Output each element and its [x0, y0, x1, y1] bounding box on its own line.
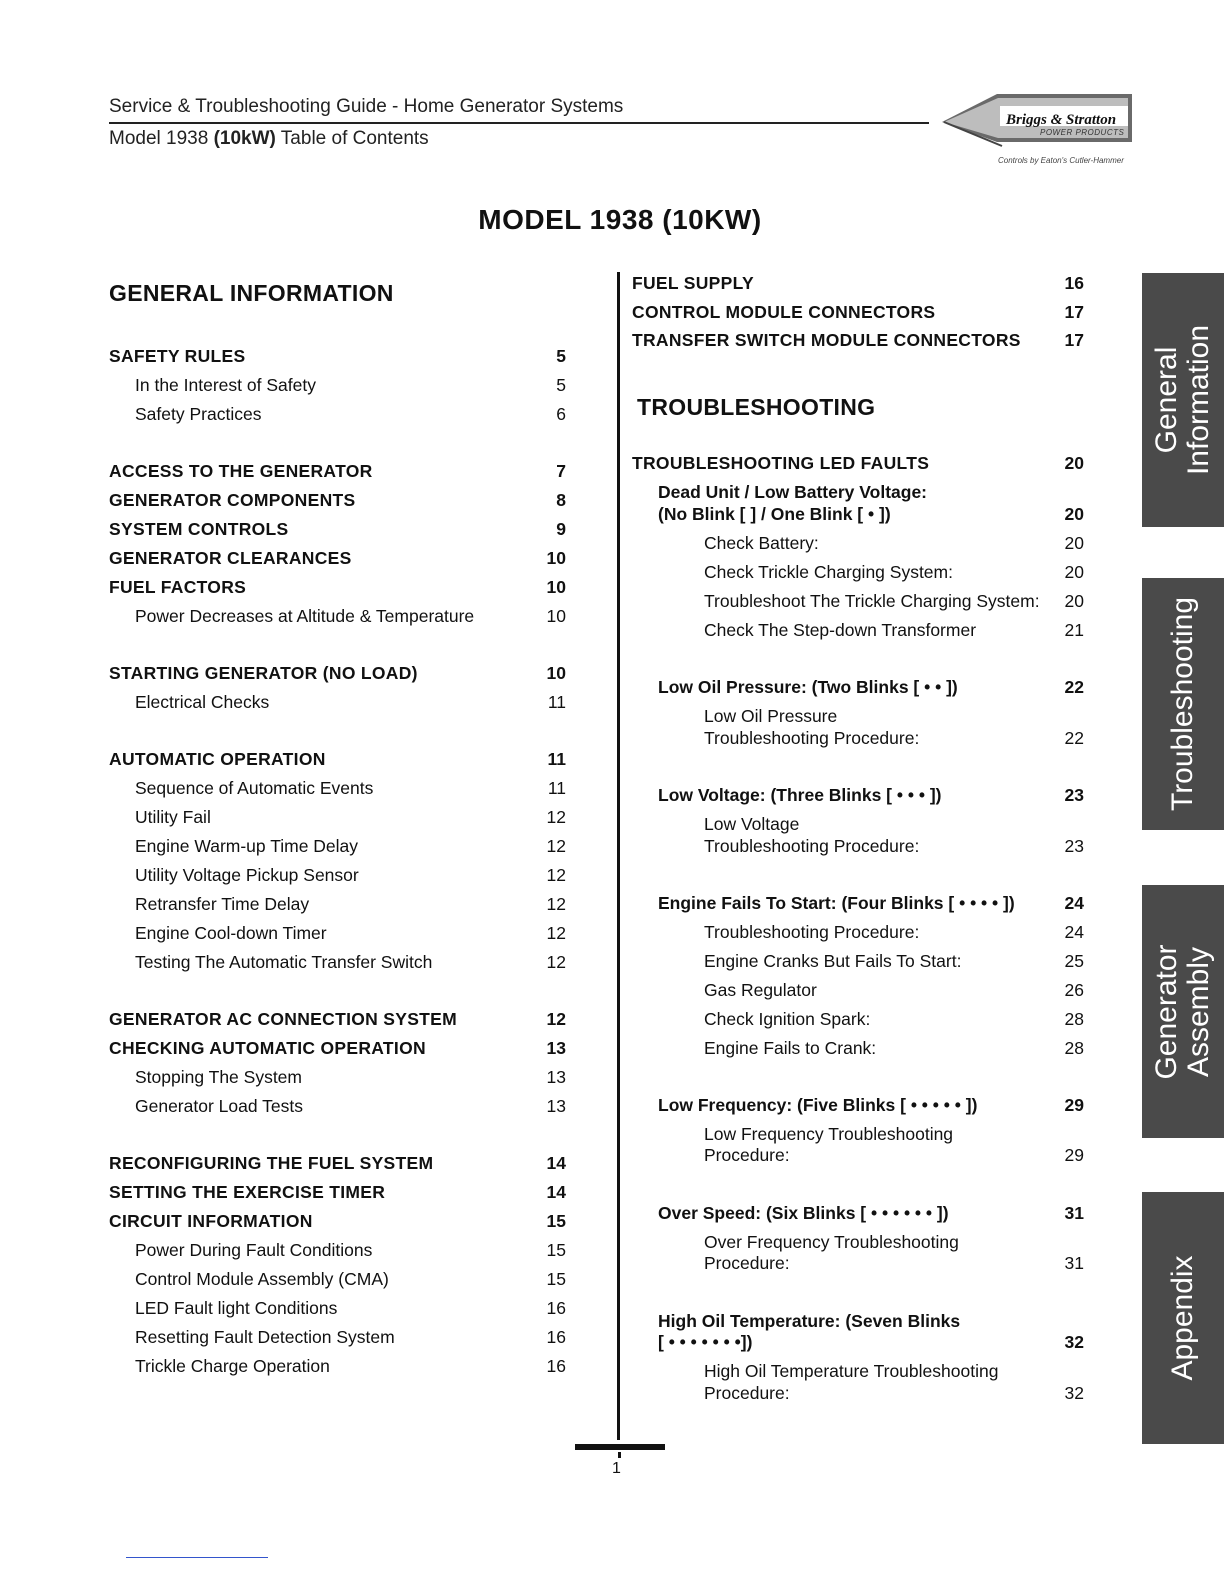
toc-entry[interactable]: Troubleshoot The Trickle Charging System: [704, 591, 1040, 611]
toc-page-number: 6 [556, 404, 566, 424]
toc-entry[interactable]: Check The Step-down Transformer [704, 620, 977, 640]
toc-page-number: 8 [556, 490, 566, 510]
tab-troubleshooting[interactable] [1142, 578, 1224, 830]
toc-entry[interactable]: Safety Practices [135, 404, 262, 424]
toc-page-number: 5 [556, 375, 566, 395]
toc-page-number: 13 [546, 1038, 566, 1058]
toc-entry[interactable]: Electrical Checks [135, 692, 270, 712]
toc-page-number: 20 [1064, 453, 1084, 473]
toc-page-number: 12 [546, 1009, 566, 1029]
toc-page-number: 11 [547, 778, 566, 798]
toc-page-number: 31 [1064, 1253, 1084, 1273]
tab-appendix[interactable] [1142, 1192, 1224, 1444]
toc-entry[interactable]: Low Frequency Troubleshooting [704, 1124, 954, 1144]
toc-page-number: 12 [546, 923, 566, 943]
toc-entry[interactable]: STARTING GENERATOR (NO LOAD) [109, 663, 418, 683]
toc-entry[interactable]: Low Frequency: (Five Blinks [ • • • • • ]) [658, 1095, 978, 1115]
tab-label: Troubleshooting [1166, 596, 1199, 812]
toc-entry[interactable]: Procedure: [704, 1383, 790, 1403]
toc-page-number: 24 [1064, 893, 1084, 913]
toc-entry[interactable]: Power During Fault Conditions [135, 1240, 373, 1260]
toc-entry[interactable]: CIRCUIT INFORMATION [109, 1211, 313, 1231]
toc-entry[interactable]: GENERATOR COMPONENTS [109, 490, 356, 510]
toc-entry[interactable]: Low Voltage: (Three Blinks [ • • • ]) [658, 785, 942, 805]
page-title: MODEL 1938 (10KW) [478, 204, 762, 235]
toc-entry[interactable]: Dead Unit / Low Battery Voltage: [658, 482, 928, 502]
toc-page-number: 21 [1064, 620, 1084, 640]
toc-entry[interactable]: Engine Warm-up Time Delay [135, 836, 359, 856]
toc-page-number: 22 [1064, 677, 1084, 697]
header-power: (10kW) [213, 128, 276, 149]
toc-page-number: 20 [1064, 562, 1084, 582]
footer-tick [618, 1452, 621, 1458]
toc-page-number: 9 [556, 519, 566, 539]
toc-page-number: 28 [1064, 1009, 1084, 1029]
toc-page-number: 11 [547, 692, 566, 712]
toc-page-number: 13 [546, 1096, 566, 1116]
toc-entry[interactable]: Engine Fails to Crank: [704, 1038, 877, 1058]
brand-logo-tagline: POWER PRODUCTS [1040, 128, 1125, 137]
toc-page-number: 16 [1064, 273, 1084, 293]
toc-page-number: 17 [1064, 330, 1084, 350]
toc-entry[interactable]: Troubleshooting Procedure: [704, 728, 920, 748]
toc-page-number: 10 [546, 663, 566, 683]
toc-page-number: 15 [546, 1269, 566, 1289]
toc-entry[interactable]: Procedure: [704, 1253, 790, 1273]
toc-entry[interactable]: AUTOMATIC OPERATION [109, 749, 326, 769]
toc-entry[interactable]: In the Interest of Safety [135, 375, 316, 395]
header-toc: Table of Contents [275, 128, 429, 149]
brand-logo-credit: Controls by Eaton's Cutler-Hammer [998, 156, 1124, 165]
toc-page-number: 7 [556, 461, 566, 481]
header-rule [109, 122, 929, 124]
brand-logo-name: Briggs & Stratton [1006, 112, 1117, 128]
toc-entry[interactable]: TRANSFER SWITCH MODULE CONNECTORS [632, 330, 1021, 350]
toc-page-number: 15 [546, 1240, 566, 1260]
toc-page-number: 24 [1064, 922, 1084, 942]
toc-entry[interactable]: (No Blink [ ] / One Blink [ • ]) [658, 504, 891, 524]
tab-label: General Information [1150, 324, 1215, 476]
column-divider [617, 272, 620, 1440]
toc-page-number: 5 [556, 346, 566, 366]
toc-entry[interactable]: Stopping The System [135, 1067, 302, 1087]
toc-entry[interactable]: LED Fault light Conditions [135, 1298, 338, 1318]
toc-entry[interactable]: Check Battery: [704, 533, 819, 553]
toc-entry[interactable]: Check Ignition Spark: [704, 1009, 871, 1029]
toc-page-number: 26 [1064, 980, 1084, 1000]
toc-page-number: 10 [546, 606, 566, 626]
toc-page-number: 12 [546, 865, 566, 885]
toc-page-number: 23 [1064, 785, 1084, 805]
toc-page-number: 20 [1064, 504, 1084, 524]
toc-page-number: 16 [546, 1327, 566, 1347]
toc-page-number: 22 [1064, 728, 1084, 748]
toc-page-number: 16 [546, 1356, 566, 1376]
toc-page-number: 17 [1064, 302, 1084, 322]
toc-entry[interactable]: SETTING THE EXERCISE TIMER [109, 1182, 386, 1202]
toc-page-number: 14 [546, 1182, 566, 1202]
toc-entry[interactable]: Troubleshooting Procedure: [704, 922, 920, 942]
toc-page-number: 23 [1064, 836, 1084, 856]
toc-entry[interactable]: FUEL SUPPLY [632, 273, 754, 293]
toc-entry[interactable]: Power Decreases at Altitude & Temperature [135, 606, 475, 626]
toc-entry[interactable]: RECONFIGURING THE FUEL SYSTEM [109, 1153, 434, 1173]
tab-general-information[interactable] [1142, 273, 1224, 527]
toc-entry[interactable]: GENERATOR CLEARANCES [109, 548, 352, 568]
toc-entry[interactable]: Low Oil Pressure [704, 706, 838, 726]
toc-entry[interactable]: Trickle Charge Operation [135, 1356, 330, 1376]
toc-entry[interactable]: Engine Cranks But Fails To Start: [704, 951, 962, 971]
toc-page-number: 12 [546, 807, 566, 827]
toc-entry[interactable]: SYSTEM CONTROLS [109, 519, 289, 539]
toc-entry[interactable]: TROUBLESHOOTING LED FAULTS [632, 453, 930, 473]
toc-page-number: 20 [1064, 533, 1084, 553]
toc-page-number: 12 [546, 894, 566, 914]
page-number: 1 [612, 1460, 621, 1477]
toc-page-number: 11 [547, 749, 566, 769]
toc-page-number: 29 [1064, 1145, 1084, 1165]
toc-entry[interactable]: Testing The Automatic Transfer Switch [135, 952, 433, 972]
toc-entry[interactable]: CONTROL MODULE CONNECTORS [632, 302, 936, 322]
toc-page-number: 28 [1064, 1038, 1084, 1058]
toc-entry[interactable]: Retransfer Time Delay [135, 894, 310, 914]
toc-entry[interactable]: Low Oil Pressure: (Two Blinks [ • • ]) [658, 677, 958, 697]
toc-entry[interactable]: High Oil Temperature Troubleshooting [704, 1361, 999, 1381]
toc-entry[interactable]: SAFETY RULES [109, 346, 246, 366]
toc-page-number: 10 [546, 577, 566, 597]
toc-entry[interactable]: GENERATOR AC CONNECTION SYSTEM [109, 1009, 458, 1029]
toc-entry[interactable]: Utility Fail [135, 807, 211, 827]
toc-page-number: 12 [546, 952, 566, 972]
toc-entry[interactable]: Over Frequency Troubleshooting [704, 1232, 959, 1252]
toc-page-number: 13 [546, 1067, 566, 1087]
toc-entry[interactable]: Check Trickle Charging System: [704, 562, 953, 582]
tab-label: Generator Assembly [1150, 943, 1215, 1080]
toc-entry[interactable]: Over Speed: (Six Blinks [ • • • • • • ]) [658, 1203, 949, 1223]
toc-entry[interactable]: High Oil Temperature: (Seven Blinks [658, 1311, 961, 1331]
toc-page-number: 14 [546, 1153, 566, 1173]
footer-link-underline [126, 1557, 268, 1558]
toc-entry[interactable]: Gas Regulator [704, 980, 817, 1000]
toc-page-number: 20 [1064, 591, 1084, 611]
header-model: Model 1938 [109, 128, 214, 149]
toc-page-number: 16 [546, 1298, 566, 1318]
footer-bar [575, 1444, 665, 1450]
toc-page-number: 31 [1064, 1203, 1084, 1223]
toc-entry[interactable]: Control Module Assembly (CMA) [135, 1269, 389, 1289]
toc-entry[interactable]: Engine Cool-down Timer [135, 923, 327, 943]
toc-entry[interactable]: Generator Load Tests [135, 1096, 303, 1116]
toc-page-number: 32 [1064, 1383, 1084, 1403]
toc-entry[interactable]: FUEL FACTORS [109, 577, 247, 597]
section-heading-troubleshooting: TROUBLESHOOTING [637, 394, 876, 420]
toc-entry[interactable]: ACCESS TO THE GENERATOR [109, 461, 373, 481]
toc-entry[interactable]: Utility Voltage Pickup Sensor [135, 865, 359, 885]
toc-page-number: 29 [1064, 1095, 1084, 1115]
tab-generator-assembly[interactable] [1142, 885, 1224, 1138]
toc-entry[interactable]: Procedure: [704, 1145, 790, 1165]
toc-page-number: 32 [1064, 1332, 1084, 1352]
toc-page-number: 12 [546, 836, 566, 856]
toc-page-number: 15 [546, 1211, 566, 1231]
document-header-subtitle [109, 128, 429, 150]
toc-entry[interactable]: CHECKING AUTOMATIC OPERATION [109, 1038, 426, 1058]
toc-entry[interactable]: Low Voltage [704, 814, 800, 834]
tab-label: Appendix [1166, 1255, 1199, 1381]
document-header-title: Service & Troubleshooting Guide - Home Generator Systems [109, 96, 624, 117]
toc-entry[interactable]: Resetting Fault Detection System [135, 1327, 395, 1347]
toc-page-number: 10 [546, 548, 566, 568]
toc-entry[interactable]: Sequence of Automatic Events [135, 778, 374, 798]
toc-entry[interactable]: [ • • • • • • •]) [658, 1332, 753, 1352]
toc-entry[interactable]: Troubleshooting Procedure: [704, 836, 920, 856]
toc-entry[interactable]: Engine Fails To Start: (Four Blinks [ • • • • ]) [658, 893, 1015, 913]
toc-page-number: 25 [1064, 951, 1084, 971]
section-heading-general-information: GENERAL INFORMATION [109, 280, 394, 306]
